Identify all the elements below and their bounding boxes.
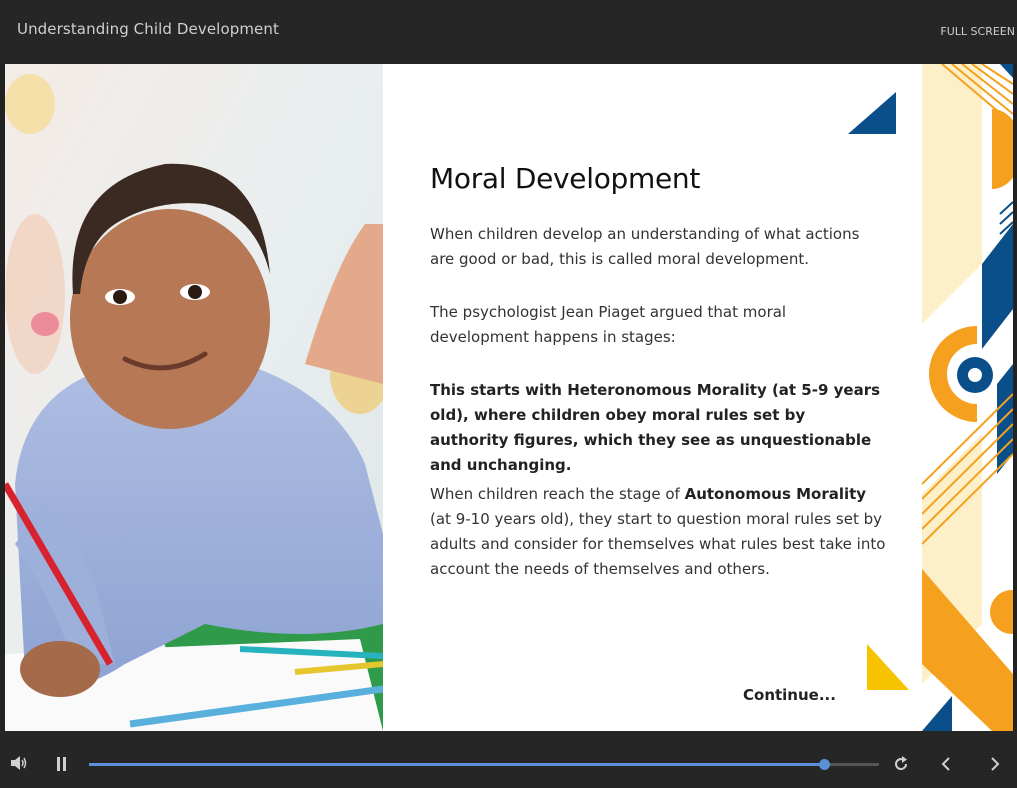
slide-heading: Moral Development (430, 162, 701, 195)
fullscreen-button[interactable]: FULL SCREEN (940, 25, 1015, 38)
course-title: Understanding Child Development (17, 20, 279, 38)
geometric-decoration (922, 64, 1013, 731)
paragraph-piaget: The psychologist Jean Piaget argued that moral development happens in stages: (430, 303, 787, 346)
chevron-right-icon[interactable] (989, 756, 1001, 772)
chevron-left-icon[interactable] (940, 756, 952, 772)
yellow-triangle-decoration (867, 644, 909, 690)
paragraph-autonomous-bold: Autonomous Morality (684, 485, 867, 503)
replay-icon[interactable] (893, 756, 909, 772)
player-top-bar (0, 0, 1017, 64)
continue-button[interactable]: Continue... (743, 686, 836, 704)
paragraph-heteronomous: This starts with Heteronomous Morality (at 5-9 years old), where children obey moral rules set by authority figures, which they see as unquestionable and unchanging. (430, 381, 881, 474)
paragraph-autonomous-pre: When children reach the stage of (430, 485, 685, 503)
progress-bar[interactable] (89, 763, 879, 766)
blue-triangle-decoration (848, 92, 896, 134)
paragraph-autonomous (430, 482, 888, 582)
player-control-bar (0, 731, 1017, 788)
progress-handle[interactable] (819, 759, 830, 770)
slide (5, 64, 1013, 731)
progress-fill (89, 763, 824, 766)
paragraph-intro: When children develop an understanding of what actions are good or bad, this is called moral development. (430, 225, 860, 268)
paragraph-autonomous-post: (at 9-10 years old), they start to question moral rules set by adults and consider for themselves what rules best take into account the needs of themselves and others. (430, 510, 886, 578)
child-drawing-photo (5, 64, 383, 731)
speaker-icon[interactable] (11, 755, 29, 771)
pause-icon[interactable] (56, 757, 68, 771)
